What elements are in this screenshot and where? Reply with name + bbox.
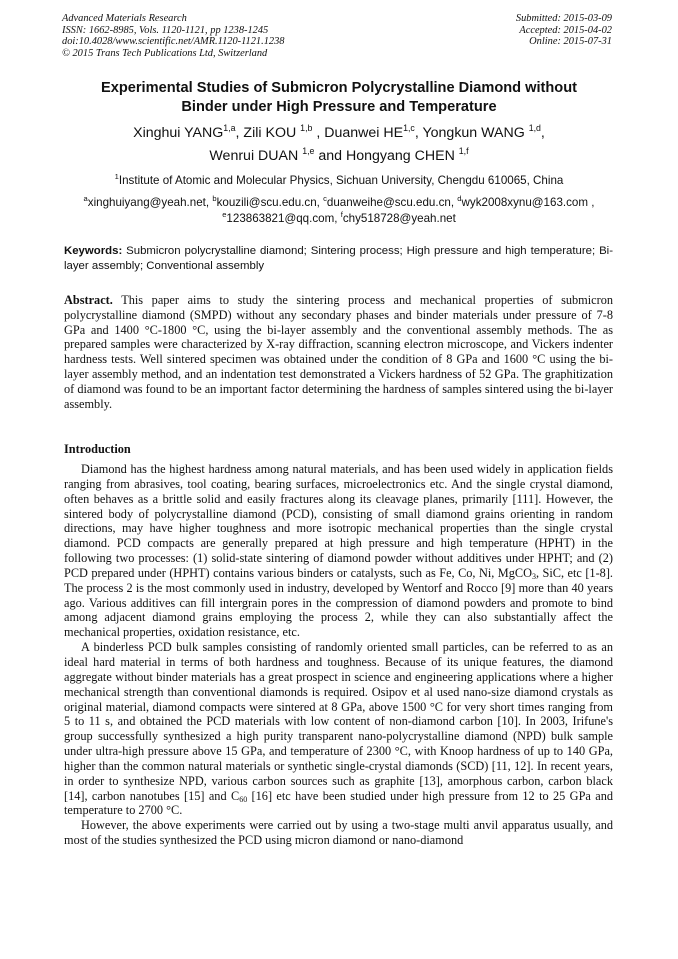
email-separator: , (205, 196, 213, 209)
online-date: Online: 2015-07-31 (529, 36, 612, 48)
author-name: Xinghui YANG (133, 125, 224, 141)
email-superscript: d (457, 194, 462, 203)
paragraph: However, the above experiments were carried out by using a two-stage multi anvil apparatus usually, and most of the studies synthesized the PCD using micron diamond or nano-diamond (64, 818, 613, 848)
author-name: Duanwei HE (324, 125, 404, 141)
author-list (64, 122, 614, 168)
abstract-label: Abstract. (64, 293, 113, 307)
subscript: 60 (239, 794, 248, 804)
email-separator: , (450, 196, 458, 209)
copyright-line: © 2015 Trans Tech Publications Ltd, Switzerland (62, 47, 268, 59)
email-address: kouzili@scu.edu.cn (216, 196, 317, 209)
author-separator: , (414, 125, 423, 141)
author-superscript: 1,f (458, 145, 469, 156)
keywords-label: Keywords: (64, 245, 123, 257)
journal-header-left (62, 13, 285, 59)
section-heading-introduction: Introduction (64, 442, 131, 456)
accepted-date: Accepted: 2015-04-02 (519, 24, 612, 36)
journal-header-right (516, 13, 612, 48)
email-separator: , (334, 211, 341, 225)
paragraph-text: , SiC, etc [1-8]. The process 2 is the most commonly used in industry, developed by Wentorf and Rocco [9] more than 40 years ago. Various additives can fill intergrain pores in the compression of diamond powders and promote to bind among adjacent diamond grains employing the process 2, while they can also substantially affect the mechanical properties, oxidation resistance, etc. (64, 565, 613, 640)
author-separator: , (235, 125, 244, 141)
affiliation-superscript: 1 (114, 172, 119, 181)
email-address: 123863821@qq.com (226, 211, 335, 225)
paragraph-text: A binderless PCD bulk samples consisting of randomly oriented small particles, can be referred to as an ideal hard material in terms of both hardness and toughness. Because of its unique features, the diamond aggregate without binder materials has a great prospect in science and engineering applications where a higher mechanical strength than conventional diamonds is required. Osipov et al used nano-size diamond crystals as original material, diamond compacts were sintered at 8 GPa, above 1500 °C for very short times ranging from 5 to 11 s, and obtained the PCD materials with low content of non-diamond carbon [10]. In 2003, Irifune's group successfully synthesized a high purity transparent nano-polycrystalline diamond (NPD) bulk sample under ultra-high pressure above 15 GPa, and temperature of 2300 °C, with Knoop hardness of up to 140 GPa, higher than the common natural materials or synthetic single-crystal diamonds (SCD) [11, 12]. In recent years, in order to synthesize NPD, various carbon sources such as graphite [13], amorphous carbon, carbon black [14], carbon nanotubes [15] and C (64, 640, 613, 803)
email-line-1 (64, 195, 614, 211)
author-line-1 (64, 122, 614, 145)
author-name: Hongyang CHEN (346, 147, 459, 164)
email-address: wyk2008xynu@163.com (461, 196, 589, 209)
author-separator: , (540, 125, 545, 141)
keywords (64, 244, 613, 273)
abstract (64, 293, 613, 411)
email-superscript: e (222, 209, 227, 219)
issn-line: ISSN: 1662-8985, Vols. 1120-1121, pp 1238-1245 (62, 24, 269, 36)
author-name: Zili KOU (243, 125, 301, 141)
affiliation (64, 174, 614, 188)
abstract-text: This paper aims to study the sintering process and mechanical properties of submicron polycrystalline diamond (SMPD) without any secondary phases and binder materials under pressure of 7-8 GPa and 1400 °C-1800 °C, using the bi-layer assembly and the conventional assembly methods. The as prepared samples were characterized by X-ray diffraction, scanning electron microscope, and Vickers indenter hardness tests. Well sintered specimen was obtained under the condition of 8 GPa and 1600 °C using the bi-layer assembly method, and an indentation test demonstrated a Vickers hardness of 52 GPa. The graphitization of diamond was found to be an important factor determining the hardness of samples sintered using the bi-layer assembly. (64, 293, 613, 411)
author-line-2 (64, 145, 614, 168)
doi-line: doi:10.4028/www.scientific.net/AMR.1120-1121.1238 (62, 36, 285, 48)
author-superscript: 1,c (403, 123, 415, 133)
subscript: 3 (531, 571, 536, 581)
email-superscript: b (212, 194, 217, 203)
author-name: Wenrui DUAN (209, 147, 303, 164)
author-superscript: 1,a (223, 123, 236, 133)
email-superscript: c (323, 194, 327, 203)
email-address: xinghuiyang@yeah.net (87, 196, 206, 209)
author-superscript: 1,b (300, 123, 313, 133)
email-superscript: a (83, 194, 88, 203)
paper-title (64, 79, 614, 116)
email-address: duanweihe@scu.edu.cn (326, 196, 451, 209)
paragraph (64, 640, 613, 818)
email-address: chy518728@yeah.net (342, 211, 456, 225)
paragraph (64, 462, 613, 640)
email-line-2 (64, 211, 614, 227)
email-separator: , (316, 196, 324, 209)
author-separator: and (314, 147, 346, 164)
journal-name: Advanced Materials Research (62, 13, 187, 24)
author-separator: , (312, 125, 325, 141)
email-list (64, 195, 614, 226)
paragraph-text: [16] etc have been studied under high pressure from 12 to 25 GPa and temperature to 2700 °C. (64, 788, 613, 818)
keywords-text: Submicron polycrystalline diamond; Sintering process; High pressure and high temperature; Bi-layer assembly; Conventional assembly (64, 245, 613, 272)
title-line-1: Experimental Studies of Submicron Polycrystalline Diamond without (101, 80, 577, 96)
title-line-2: Binder under High Pressure and Temperature (181, 98, 497, 115)
submitted-date: Submitted: 2015-03-09 (515, 13, 612, 24)
affiliation-text: Institute of Atomic and Molecular Physics, Sichuan University, Chengdu 610065, China (118, 174, 564, 187)
author-superscript: 1,e (302, 145, 315, 156)
email-separator: , (588, 196, 595, 209)
author-name: Yongkun WANG (422, 125, 529, 141)
email-superscript: f (340, 209, 343, 219)
author-superscript: 1,d (528, 123, 541, 133)
introduction-body (64, 462, 613, 848)
paragraph-text: Diamond has the highest hardness among natural materials, and has been used widely in application fields ranging from abrasives, tool coating, bearing surfaces, microelectronics etc. And the single crystal diamond, often behaves as a brittle solid and easily fractures along its cleavage planes, primarily [111]. However, the sintered body of polycrystalline diamond (PCD), consisting of small diamond grains orienting in random directions, may have higher toughness and more isotropic mechanical properties than the single crystal diamond. PCD compacts are generally prepared at high pressure and high temperature (HPHT) in the following two processes: (1) solid-state sintering of diamond powder without additives under HPHT; and (2) PCD prepared under (HPHT) contains various binders or catalysts, such as Fe, Co, Ni, MgCO (64, 462, 613, 580)
